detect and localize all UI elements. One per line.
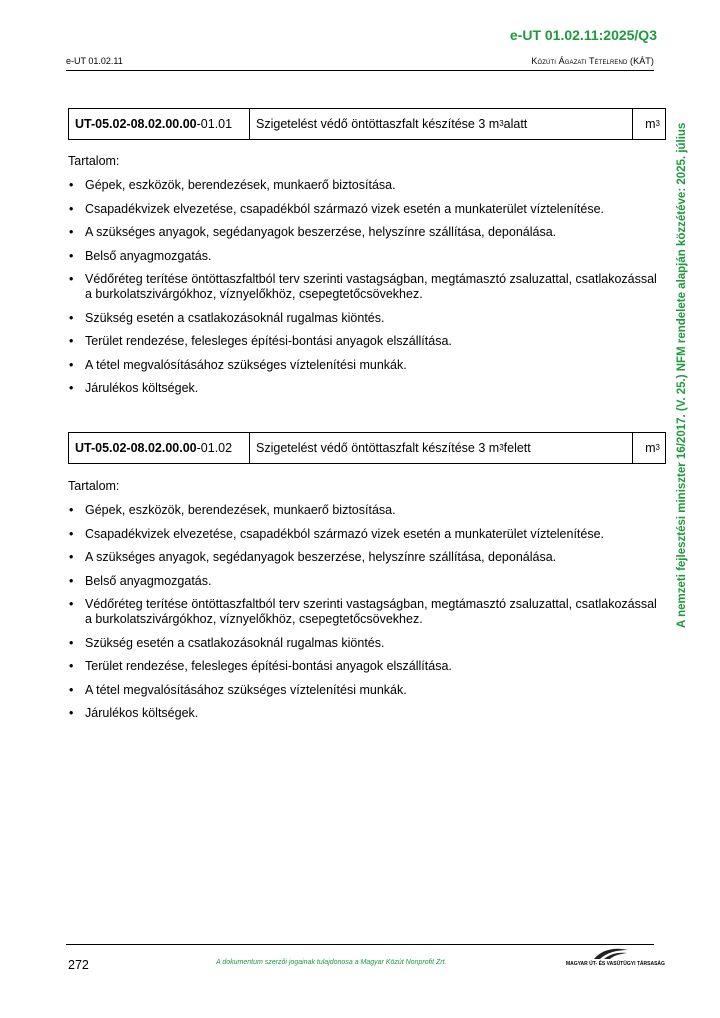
item-unit: m xyxy=(645,441,656,455)
list-item: • Szükség esetén a csatlakozásoknál rugalmas kiöntés. xyxy=(68,636,658,651)
logo-text: MAGYAR ÚT- ÉS VASÚTÜGYI TÁRSASÁG xyxy=(566,961,665,967)
header-rule xyxy=(66,70,654,71)
copyright-notice: A dokumentum szerzői jogainak tulajdonosa a Magyar Közút Nonprofit Zrt. xyxy=(216,959,447,966)
item-table-2 xyxy=(68,432,666,464)
item-description-tail: felett xyxy=(503,441,531,455)
item-code-suffix: -01.02 xyxy=(196,441,233,455)
header-left-code: e-UT 01.02.11 xyxy=(66,56,123,66)
list-item: • A tétel megvalósításához szükséges víztelenítési munkák. xyxy=(68,683,658,698)
item-description: Szigetelést védő öntöttaszfalt készítése 3 m xyxy=(256,117,500,131)
running-header xyxy=(66,56,654,66)
content-label: Tartalom: xyxy=(68,154,120,168)
header-right-title: Közúti Ágazati Tételrend (KÁT) xyxy=(531,56,654,66)
vertical-publication-note: A nemzeti fejlesztési miniszter 16/2017. (V. 25.) NFM rendelete alapján közzétéve: 2025. július xyxy=(676,122,688,628)
item-code-bold: UT-05.02-08.02.00.00 xyxy=(75,441,197,455)
road-swoosh-icon xyxy=(592,946,630,961)
item-description-cell: Szigetelést védő öntöttaszfalt készítése 3 m 3 felett xyxy=(250,433,633,463)
list-item: • Belső anyagmozgatás. xyxy=(68,249,658,264)
item-content-1 xyxy=(68,154,658,405)
list-item: • A szükséges anyagok, segédanyagok beszerzése, helyszínre szállítása, deponálása. xyxy=(68,225,658,240)
list-item: • Gépek, eszközök, berendezések, munkaerő biztosítása. xyxy=(68,503,658,518)
item-description-tail: alatt xyxy=(503,117,528,131)
item-code-suffix: -01.01 xyxy=(196,117,233,131)
item-content-2 xyxy=(68,479,658,730)
list-item: • Terület rendezése, felesleges építési-bontási anyagok elszállítása. xyxy=(68,334,658,349)
list-item: • Védőréteg terítése öntöttaszfaltból terv szerinti vastagságban, megtámasztó zsaluzattal, csatlakozással a burkolatszivárgókhoz, víznyelőkhöz, csepegtetőcsövekhez. xyxy=(68,272,658,302)
society-logo xyxy=(566,946,665,970)
item-code-bold: UT-05.02-08.02.00.00 xyxy=(75,117,197,131)
list-item: • Gépek, eszközök, berendezések, munkaerő biztosítása. xyxy=(68,178,658,193)
content-bullet-list xyxy=(68,178,658,396)
list-item: • Járulékos költségek. xyxy=(68,706,658,721)
item-unit: m xyxy=(645,117,656,131)
item-unit-cell: m 3 xyxy=(645,441,660,455)
item-table-1 xyxy=(68,108,666,140)
item-unit-cell: m 3 xyxy=(645,117,660,131)
item-description-cell: Szigetelést védő öntöttaszfalt készítése 3 m 3 alatt xyxy=(250,109,633,139)
list-item: • Belső anyagmozgatás. xyxy=(68,574,658,589)
content-label: Tartalom: xyxy=(68,479,120,493)
content-bullet-list xyxy=(68,503,658,721)
footer-rule xyxy=(66,944,654,945)
item-code-cell xyxy=(69,109,250,139)
list-item: • Csapadékvizek elvezetése, csapadékból származó vizek esetén a munkaterület víztelenítése. xyxy=(68,202,658,217)
document-code: e-UT 01.02.11:2025/Q3 xyxy=(509,27,657,43)
list-item: • A tétel megvalósításához szükséges víztelenítési munkák. xyxy=(68,358,658,373)
list-item: • Szükség esetén a csatlakozásoknál rugalmas kiöntés. xyxy=(68,311,658,326)
list-item: • Járulékos költségek. xyxy=(68,381,658,396)
list-item: • Védőréteg terítése öntöttaszfaltból terv szerinti vastagságban, megtámasztó zsaluzattal, csatlakozással a burkolatszivárgókhoz, víznyelőkhöz, csepegtetőcsövekhez. xyxy=(68,597,658,627)
list-item: • A szükséges anyagok, segédanyagok beszerzése, helyszínre szállítása, deponálása. xyxy=(68,550,658,565)
item-code-cell xyxy=(69,433,250,463)
list-item: • Terület rendezése, felesleges építési-bontási anyagok elszállítása. xyxy=(68,659,658,674)
item-description: Szigetelést védő öntöttaszfalt készítése 3 m xyxy=(256,441,500,455)
page-number: 272 xyxy=(68,958,89,972)
list-item: • Csapadékvizek elvezetése, csapadékból származó vizek esetén a munkaterület víztelenítése. xyxy=(68,527,658,542)
